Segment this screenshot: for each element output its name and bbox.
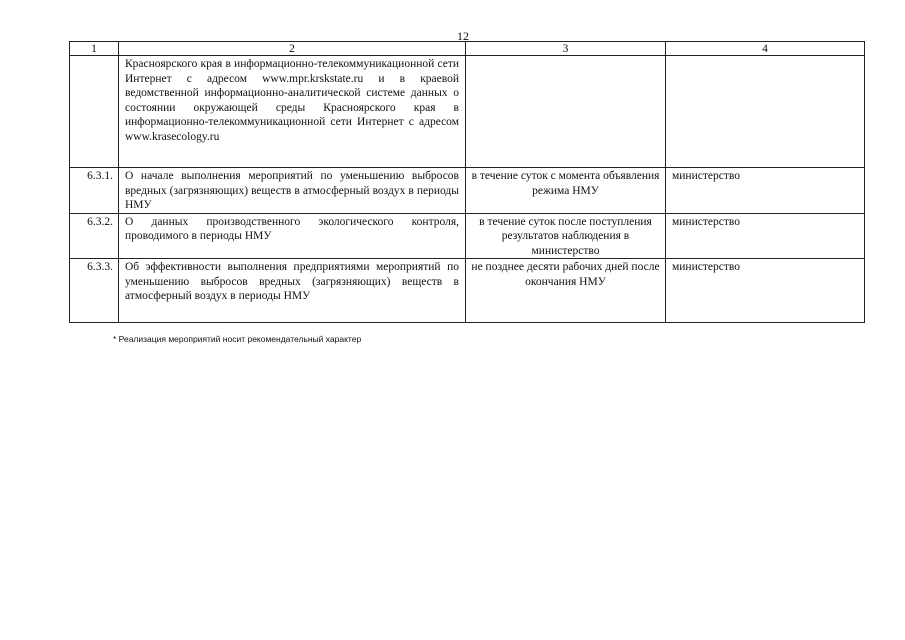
page-number: 12 — [457, 29, 469, 43]
footnote: * Реализация мероприятий носит рекомендательный характер — [113, 334, 362, 344]
row-description: О данных производственного экологического контроля, проводимого в периоды НМУ — [119, 213, 466, 259]
table-row — [70, 56, 865, 168]
row-deadline: не позднее десяти рабочих дней после окончания НМУ — [466, 259, 666, 323]
column-header-1: 1 — [70, 42, 119, 56]
table-header-row — [70, 42, 865, 56]
row-description: Об эффективности выполнения предприятиями мероприятий по уменьшению выбросов вредных (загрязняющих) веществ в атмосферный воздух в периоды НМУ — [119, 259, 466, 323]
row-deadline: в течение суток с момента объявления режима НМУ — [466, 168, 666, 214]
table-row — [70, 259, 865, 323]
row-number: 6.3.2. — [70, 213, 119, 259]
row-description: О начале выполнения мероприятий по уменьшению выбросов вредных (загрязняющих) веществ в атмосферный воздух в периоды НМУ — [119, 168, 466, 214]
row-responsible: министерство — [666, 213, 865, 259]
row-deadline — [466, 56, 666, 168]
column-header-2: 2 — [119, 42, 466, 56]
column-header-3: 3 — [466, 42, 666, 56]
row-responsible: министерство — [666, 259, 865, 323]
table-row — [70, 213, 865, 259]
table-row — [70, 168, 865, 214]
measures-table — [69, 41, 865, 323]
row-number: 6.3.1. — [70, 168, 119, 214]
column-header-4: 4 — [666, 42, 865, 56]
row-number: 6.3.3. — [70, 259, 119, 323]
row-responsible: министерство — [666, 168, 865, 214]
row-deadline: в течение суток после поступления результатов наблюдения в министерство — [466, 213, 666, 259]
row-responsible — [666, 56, 865, 168]
row-description: Красноярского края в информационно-телекоммуникационной сети Интернет с адресом www.mpr.krskstate.ru и в краевой ведомственной информационно-аналитической системе данных о состоянии окружающей среды Красноярского края в информационно-телекоммуникационной сети Интернет с адресом www.krasecology.ru — [119, 56, 466, 168]
row-number — [70, 56, 119, 168]
